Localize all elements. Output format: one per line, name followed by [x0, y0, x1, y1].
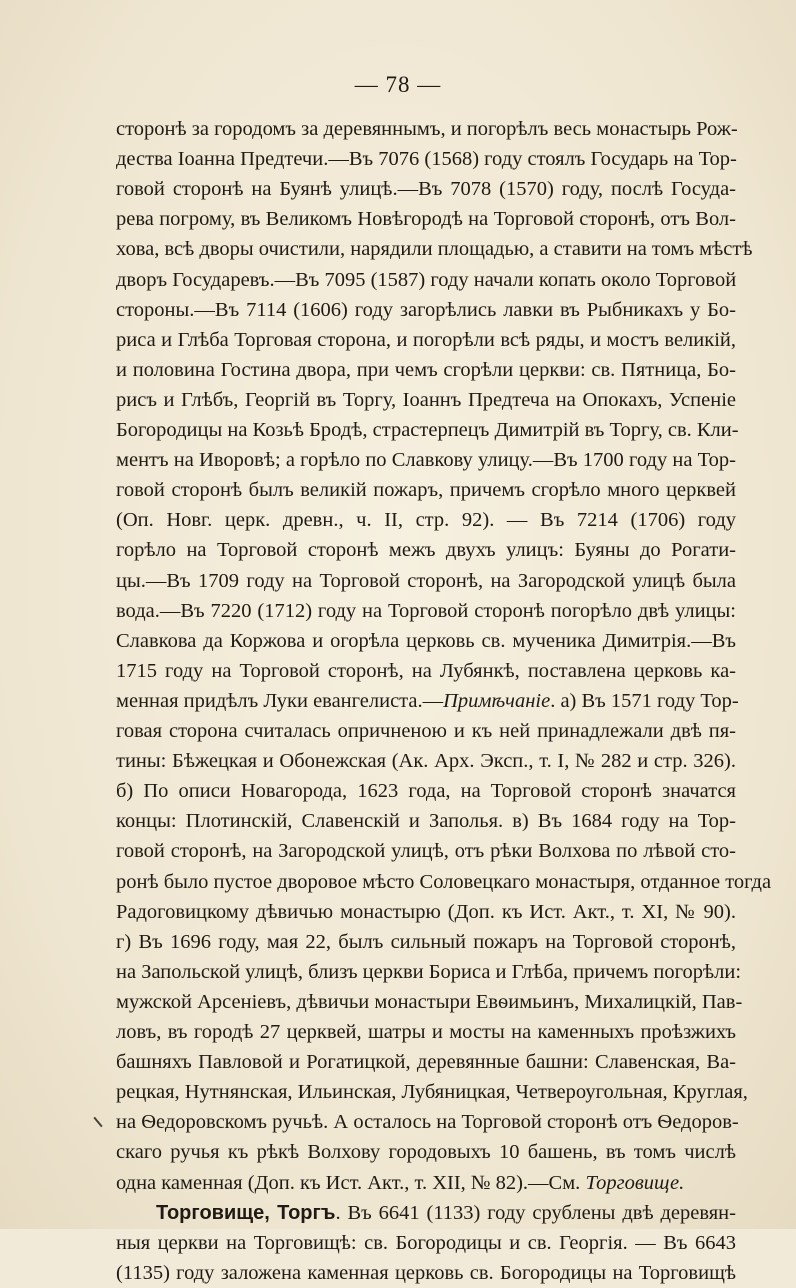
entry-heading: Торговище, Торгъ — [156, 1201, 336, 1224]
text-line — [116, 688, 739, 716]
text-line — [116, 447, 736, 475]
text-line — [116, 748, 736, 776]
text-segment: одна каменная (Доп. къ Ист. Акт., т. XII, № 82).—См. — [116, 1171, 586, 1194]
text-segment: башняхъ Павловой и Рогатицкой, деревянные башни: Славенская, Ва- — [116, 1051, 736, 1074]
text-line — [116, 929, 736, 957]
text-line — [116, 899, 736, 927]
text-segment: дворъ Государевъ.—Въ 7095 (1587) году начали копать около Торговой — [116, 268, 737, 291]
text-line — [116, 1109, 739, 1137]
margin-mark — [93, 1117, 102, 1127]
text-line — [116, 778, 736, 806]
text-segment: ментъ на Иворовѣ; а горѣло по Славкову улицу.—Въ 1700 году на Тор- — [116, 449, 736, 472]
text-line — [116, 116, 736, 144]
text-segment: ловъ, въ городѣ 27 церквей, шатры и мосты на каменныхъ проѣзжихъ — [116, 1021, 736, 1043]
text-line — [116, 989, 743, 1017]
text-line — [116, 477, 736, 505]
text-line — [116, 327, 736, 355]
text-segment: скаго ручья къ рѣкѣ Волхову городовыхъ 10 башень, въ томъ числѣ — [116, 1141, 736, 1164]
text-line — [116, 236, 753, 264]
italic-text: Примѣчаніе — [443, 689, 551, 712]
text-segment: и половина Гостина двора, при чемъ сгорѣли церкви: св. Пятница, Бо- — [116, 358, 736, 381]
text-line — [116, 628, 736, 656]
text-segment: менная придѣлъ Луки евангелиста.— — [116, 689, 444, 712]
text-line — [116, 267, 736, 295]
text-segment: тины: Бѣжецкая и Обонежская (Ак. Арх. Эксп., т. I, № 282 и стр. 326). — [116, 750, 736, 773]
text-segment: риса и Глѣба Торговая сторона, и погорѣли всѣ ряды, и мостъ великій, — [116, 328, 736, 351]
text-line — [116, 1139, 736, 1167]
text-line — [116, 718, 736, 746]
italic-text: Торговище. — [585, 1171, 685, 1194]
text-line — [116, 507, 736, 535]
text-segment: 1715 году на Торговой сторонѣ, на Лубянкѣ, поставлена церковь ка- — [116, 659, 736, 682]
text-line — [116, 808, 736, 836]
text-line — [116, 1079, 748, 1107]
text-segment: стороны.—Въ 7114 (1606) году загорѣлись лавки въ Рыбникахъ у Бо- — [116, 298, 736, 321]
text-line — [116, 838, 736, 866]
text-segment: концы: Плотинскій, Славенскій и Заполья. в) Въ 1684 году на Тор- — [116, 810, 736, 833]
text-segment: . а) Въ 1571 году Тор- — [550, 689, 739, 712]
text-segment: . Въ 6641 (1133) году срублены двѣ деревян- — [335, 1201, 736, 1224]
text-line — [116, 146, 736, 174]
text-line — [116, 959, 742, 987]
text-line — [116, 1049, 736, 1077]
text-line — [116, 598, 736, 626]
text-segment: рисъ и Глѣбъ, Георгій въ Торгу, Іоаннъ Предтеча на Опокахъ, Успеніе — [116, 388, 736, 411]
text-segment: Богородицы на Козьѣ Бродѣ, страстерпецъ Димитрій въ Торгу, св. Кли- — [116, 419, 739, 441]
text-line — [116, 537, 736, 565]
text-segment: рецкая, Нутнянская, Ильинская, Лубяницкая, Четвероугольная, Круглая, — [116, 1081, 748, 1104]
text-line — [116, 658, 736, 686]
text-segment: Славкова да Коржова и огорѣла церковь св. мученика Димитрія.—Въ — [116, 629, 736, 652]
text-line — [116, 1170, 736, 1198]
text-segment: хова, всѣ дворы очистили, нарядили площадью, а ставити на томъ мѣстѣ — [116, 238, 753, 261]
text-segment: ныя церкви на Торговищѣ: св. Богородицы и св. Георгія. — Въ 6643 — [116, 1231, 736, 1254]
text-segment: (1135) году заложена каменная церковь св. Богородицы на Торговищѣ — [116, 1261, 736, 1284]
text-segment: цы.—Въ 1709 году на Торговой сторонѣ, на Загородской улицѣ была — [116, 569, 736, 592]
text-segment: ронѣ было пустое дворовое мѣсто Соловецкаго монастыря, отданное тогда — [116, 870, 772, 893]
text-segment: б) По описи Новагорода, 1623 года, на Торговой сторонѣ значатся — [116, 780, 736, 803]
text-segment: рева погрому, въ Великомъ Новѣгородѣ на Торговой сторонѣ, отъ Вол- — [116, 208, 736, 231]
text-segment: говая сторона считалась опричненою и къ ней принадлежали двѣ пя- — [116, 720, 736, 742]
text-segment: говой сторонѣ на Буянѣ улицѣ.—Въ 7078 (1570) году, послѣ Госуда- — [116, 178, 736, 201]
text-line — [116, 387, 736, 415]
text-segment: дества Іоанна Предтечи.—Въ 7076 (1568) году стоялъ Государь на Тор- — [116, 148, 737, 171]
text-line — [116, 869, 772, 897]
text-line — [156, 1200, 736, 1228]
text-line — [116, 297, 736, 325]
text-line — [116, 1260, 736, 1288]
text-segment: мужской Арсеніевъ, дѣвичьи монастыри Евѳимьинъ, Михалицкій, Пав- — [116, 990, 743, 1013]
text-segment: на Запольской улицѣ, близъ церкви Бориса и Глѣба, причемъ погорѣли: — [116, 960, 742, 983]
text-segment: на Ѳедоровскомъ ручьѣ. А осталось на Торговой сторонѣ отъ Ѳедоров- — [116, 1111, 739, 1134]
text-segment: (Оп. Новг. церк. древн., ч. II, стр. 92). — Въ 7214 (1706) году — [116, 509, 736, 532]
text-line — [116, 206, 736, 234]
text-segment: горѣло на Торговой сторонѣ межъ двухъ улицъ: Буяны до Рогати- — [116, 539, 736, 562]
text-segment: Радоговицкому дѣвичью монастырю (Доп. къ Ист. Акт., т. XI, № 90). — [116, 900, 736, 923]
text-line — [116, 1230, 736, 1258]
page-number: — 78 — — [354, 72, 442, 97]
text-segment: г) Въ 1696 году, мая 22, былъ сильный пожаръ на Торговой сторонѣ, — [116, 930, 736, 953]
text-segment: говой сторонѣ былъ великій пожаръ, причемъ сгорѣло много церквей — [116, 479, 736, 502]
text-line — [116, 357, 736, 385]
text-segment: сторонѣ за городомъ за деревяннымъ, и погорѣлъ весь монастырь Рож- — [116, 118, 738, 140]
text-line — [116, 1019, 736, 1047]
text-line — [116, 417, 739, 445]
text-segment: вода.—Въ 7220 (1712) году на Торговой сторонѣ погорѣло двѣ улицы: — [116, 599, 736, 622]
text-segment: говой сторонѣ, на Загородской улицѣ, отъ рѣки Волхова по лѣвой сто- — [116, 840, 736, 863]
text-line — [116, 176, 736, 204]
text-line — [116, 568, 736, 596]
